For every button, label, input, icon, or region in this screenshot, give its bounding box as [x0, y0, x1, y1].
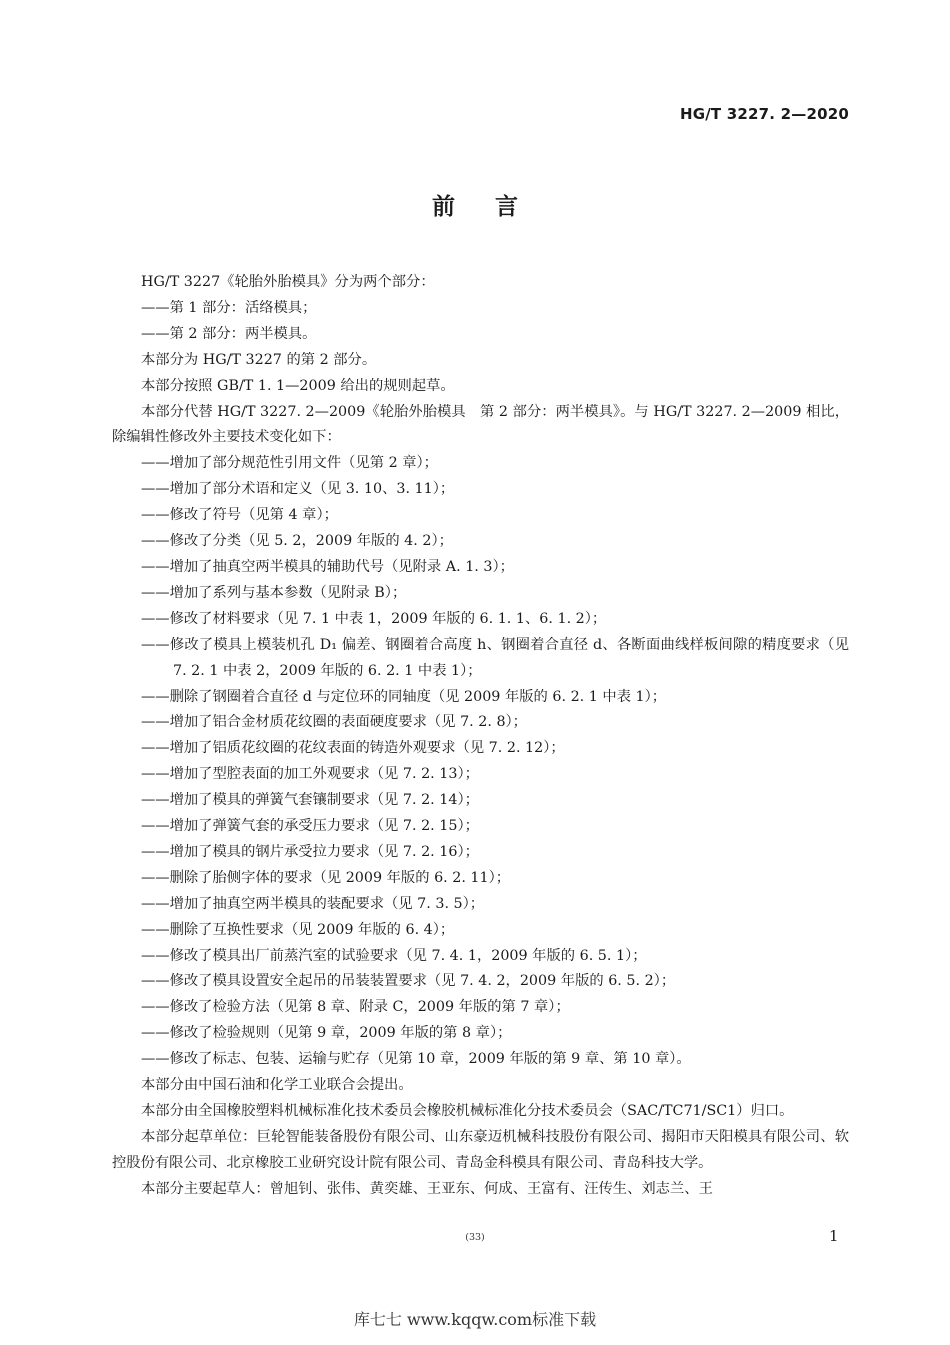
- watermark: 库七七 www.kqqw.com标准下载: [353, 1310, 597, 1329]
- paragraph: 本部分由全国橡胶塑料机械标准化技术委员会橡胶机械标准化分技术委员会（SAC/TC71/SC1）归口。: [141, 1103, 794, 1119]
- list-item: ——删除了互换性要求（见 2009 年版的 6. 4）；: [141, 921, 455, 938]
- paragraph: 本部分为 HG/T 3227 的第 2 部分。: [141, 351, 377, 368]
- list-item: ——修改了模具出厂前蒸汽室的试验要求（见 7. 4. 1，2009 年版的 6. 5. 1）；: [141, 947, 647, 964]
- paragraph: 本部分由中国石油和化学工业联合会提出。: [141, 1077, 413, 1094]
- paragraph: 本部分按照 GB/T 1. 1—2009 给出的规则起草。: [141, 377, 455, 394]
- list-item: ——增加了模具的钢片承受拉力要求（见 7. 2. 16）；: [141, 843, 479, 860]
- page-sequence: (33): [465, 1232, 485, 1243]
- list-item: ——增加了模具的弹簧气套镶制要求（见 7. 2. 14）；: [141, 792, 479, 809]
- list-item: ——第 1 部分：活络模具；: [141, 299, 317, 316]
- list-item: ——修改了标志、包装、运输与贮存（见第 10 章，2009 年版的第 9 章、第 10 章）。: [141, 1051, 691, 1068]
- list-item: ——增加了部分术语和定义（见 3. 10、3. 11）；: [141, 481, 455, 498]
- foreword-body: [112, 270, 849, 1203]
- list-item: ——第 2 部分：两半模具。: [141, 325, 317, 342]
- list-item: ——修改了模具上模装机孔 D₁ 偏差、钢圈着合高度 h、钢圈着合直径 d、各断面曲线样板间隙的精度要求（见 7. 2. 1 中表 2，2009 年版的 6. 2. 1 中表 1）；: [141, 636, 849, 679]
- paragraph: 本部分代替 HG/T 3227. 2—2009《轮胎外胎模具 第 2 部分：两半模具》。与 HG/T 3227. 2—2009 相比，除编辑性修改外主要技术变化如下：: [112, 403, 849, 446]
- list-item: ——增加了型腔表面的加工外观要求（见 7. 2. 13）；: [141, 766, 479, 783]
- list-item: ——增加了抽真空两半模具的辅助代号（见附录 A. 1. 3）；: [141, 558, 514, 575]
- list-item: ——增加了抽真空两半模具的装配要求（见 7. 3. 5）；: [141, 895, 485, 912]
- list-item: ——修改了分类（见 5. 2，2009 年版的 4. 2）；: [141, 533, 453, 550]
- list-item: ——增加了铝合金材质花纹圈的表面硬度要求（见 7. 2. 8）；: [141, 714, 527, 731]
- list-item: ——增加了弹簧气套的承受压力要求（见 7. 2. 15）；: [141, 818, 479, 835]
- list-item: ——修改了模具设置安全起吊的吊装装置要求（见 7. 4. 2，2009 年版的 6. 5. 2）；: [141, 973, 676, 990]
- paragraph: 本部分主要起草人：曾旭钊、张伟、黄奕雄、王亚东、何成、王富有、汪传生、刘志兰、王: [141, 1180, 713, 1197]
- list-item: ——增加了系列与基本参数（见附录 B）；: [141, 584, 407, 601]
- list-item: ——删除了胎侧字体的要求（见 2009 年版的 6. 2. 11）；: [141, 869, 511, 886]
- list-item: ——增加了部分规范性引用文件（见第 2 章）；: [141, 455, 438, 472]
- page-title: 前言: [432, 194, 558, 220]
- page-number: 1: [829, 1227, 839, 1245]
- list-item: ——修改了检验方法（见第 8 章、附录 C，2009 年版的第 7 章）；: [141, 999, 570, 1016]
- paragraph: HG/T 3227《轮胎外胎模具》分为两个部分：: [141, 274, 435, 290]
- list-item: ——修改了材料要求（见 7. 1 中表 1，2009 年版的 6. 1. 1、6. 1. 2）；: [141, 610, 607, 627]
- list-item: ——增加了铝质花纹圈的花纹表面的铸造外观要求（见 7. 2. 12）；: [141, 740, 565, 757]
- list-item: ——删除了钢圈着合直径 d 与定位环的同轴度（见 2009 年版的 6. 2. 1 中表 1）；: [141, 688, 667, 705]
- list-item: ——修改了符号（见第 4 章）；: [141, 507, 338, 524]
- standard-code: HG/T 3227. 2—2020: [679, 105, 849, 123]
- paragraph: 本部分起草单位：巨轮智能装备股份有限公司、山东豪迈机械科技股份有限公司、揭阳市天阳模具有限公司、软控股份有限公司、北京橡胶工业研究设计院有限公司、青岛金科模具有限公司、青岛科技大学。: [112, 1128, 849, 1171]
- list-item: ——修改了检验规则（见第 9 章，2009 年版的第 8 章）；: [141, 1025, 512, 1042]
